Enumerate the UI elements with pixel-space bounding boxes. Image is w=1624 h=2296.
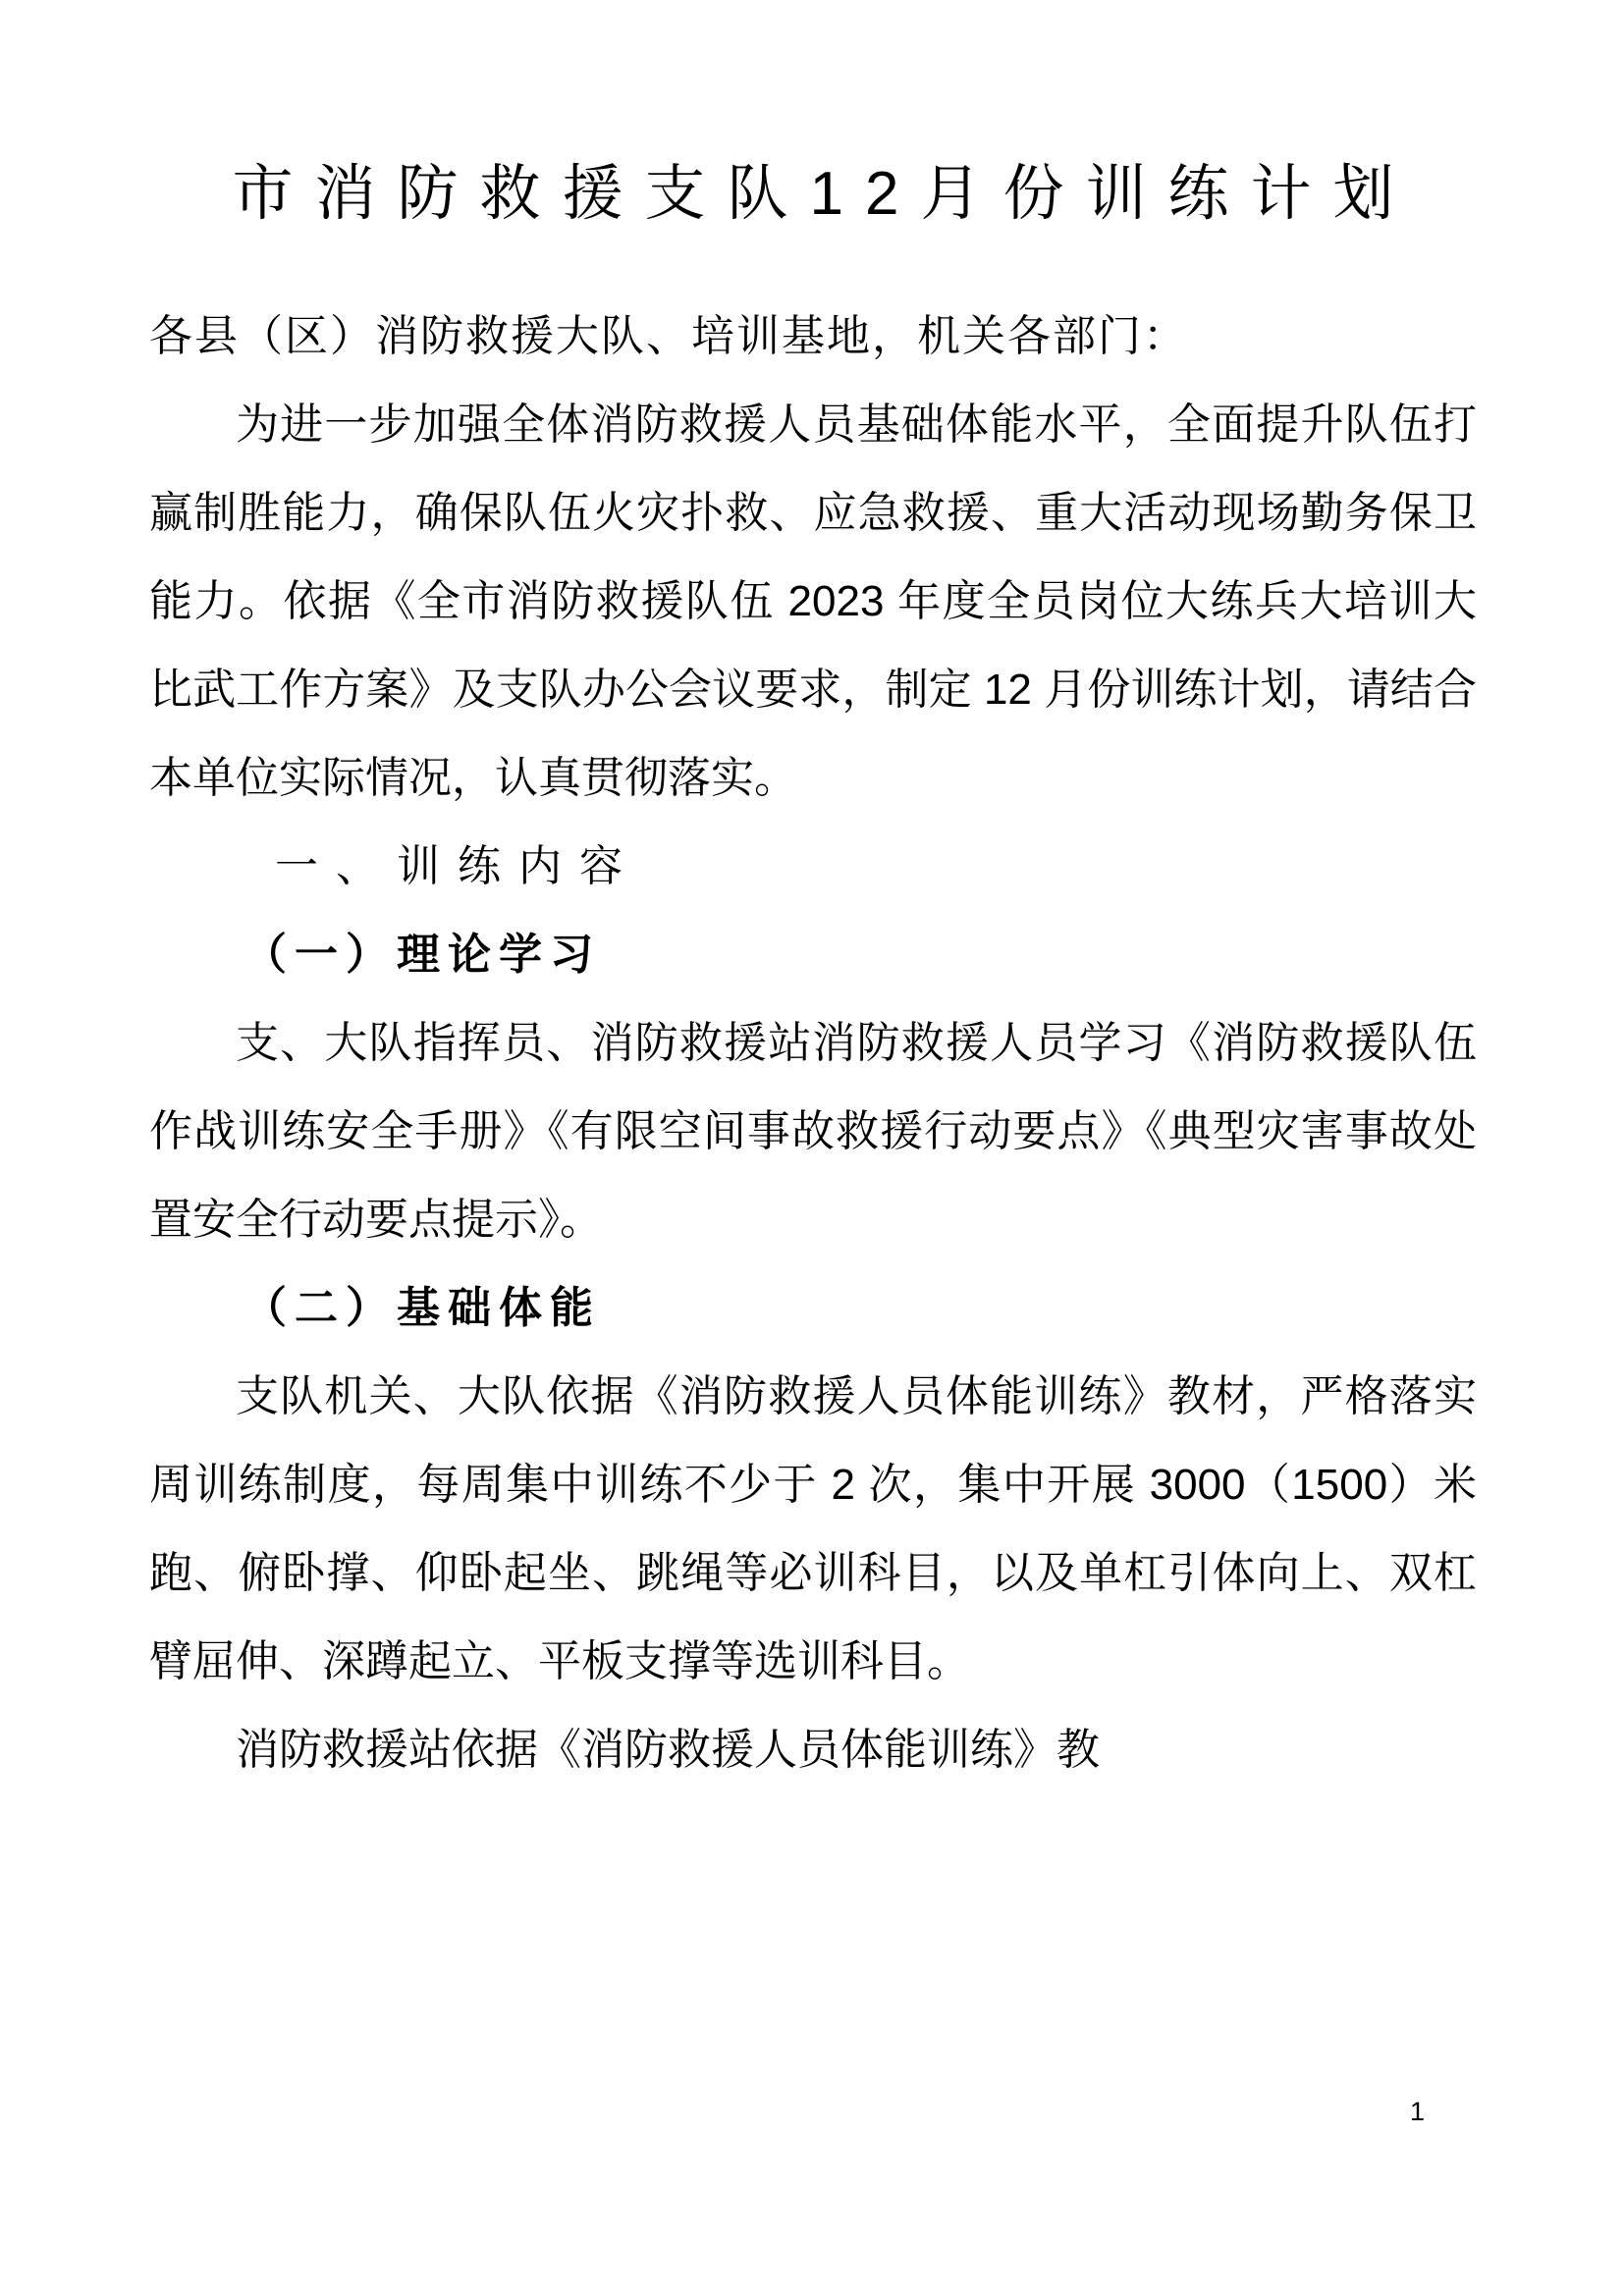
intro-paragraph: 为进一步加强全体消防救援人员基础体能水平，全面提升队伍打赢制胜能力，确保队伍火灾扑救、应急救援、重大活动现场勤务保卫能力。依据《全市消防救援队伍 2023 年度全员岗位大练兵大培训大比武工作方案》及支队办公会议要求，制定 12 月份训练计划，请结合本单位实际情况，认真贯彻落实。 <box>149 400 1477 802</box>
subsection-heading-basic-fitness: （二）基础体能 <box>244 1284 601 1332</box>
theory-study-paragraph: 支、大队指挥员、消防救援站消防救援人员学习《消防救援队伍作战训练安全手册》《有限空间事故救援行动要点》《典型灾害事故处置安全行动要点提示》。 <box>149 1019 1477 1244</box>
basic-fitness-paragraph-1: 支队机关、大队依据《消防救援人员体能训练》教材，严格落实周训练制度，每周集中训练不少于 2 次，集中开展 3000（1500）米跑、俯卧撑、仰卧起坐、跳绳等必训科目，以及单杠引体向上、双杠臂屈伸、深蹲起立、平板支撑等选训科目。 <box>149 1372 1477 1685</box>
document-content <box>149 0 1477 1794</box>
page-number: 1 <box>1410 2097 1426 2126</box>
subsection-heading-theory-study: （一）理论学习 <box>244 931 601 979</box>
document-title: 市消防救援支队12月份训练计划 <box>232 160 1416 228</box>
basic-fitness-paragraph-2: 消防救援站依据《消防救援人员体能训练》教 <box>236 1726 1100 1774</box>
section-heading-training-content: 一、训练内容 <box>275 842 640 890</box>
salutation-paragraph: 各县（区）消防救援大队、培训基地，机关各部门： <box>149 312 1188 360</box>
